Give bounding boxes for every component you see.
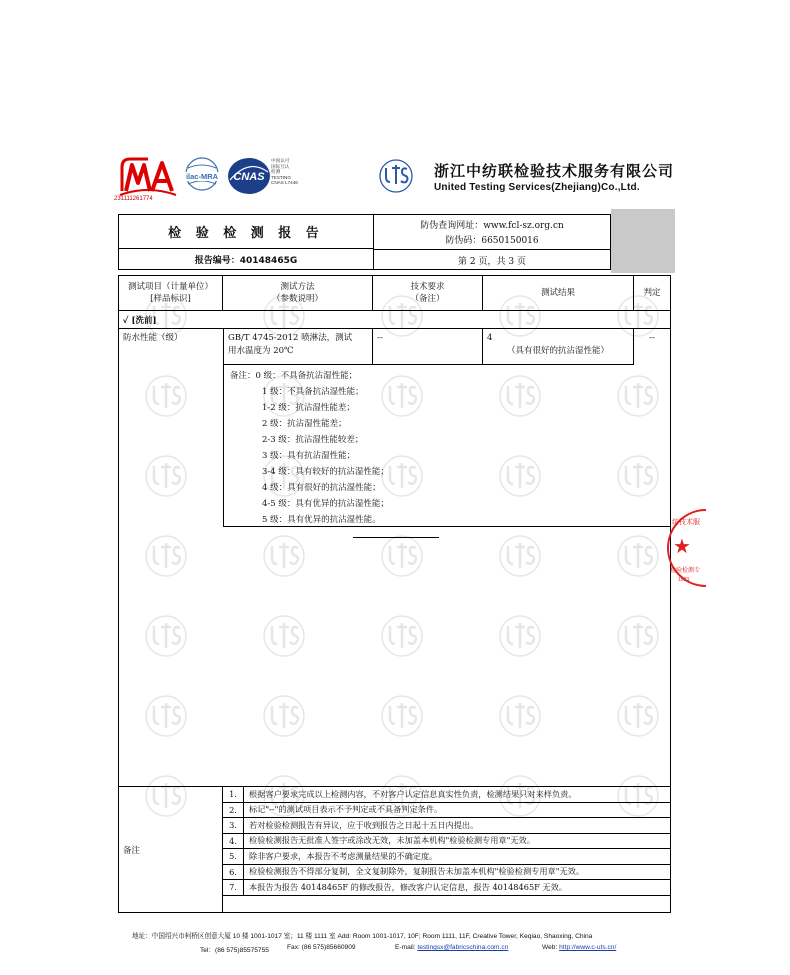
company-name-cn: 浙江中纺联检验技术服务有限公司 bbox=[434, 162, 675, 180]
cnas-sub-line: TESTING bbox=[271, 174, 291, 180]
star-icon: ★ bbox=[673, 534, 691, 558]
cnas-sub-line: CNAS L7446 bbox=[271, 180, 298, 185]
report-title-block bbox=[118, 214, 611, 270]
row-result: 4 （具有很好的抗沾湿性能） bbox=[483, 329, 634, 365]
row-requirement: -- bbox=[373, 329, 483, 365]
grade-note-line: 5 级：具有优异的抗沾湿性能。 bbox=[262, 515, 381, 525]
cma-logo bbox=[118, 155, 178, 199]
remarks-label: 备注 bbox=[119, 787, 223, 912]
grade-note-line: 4-5 级：具有优异的抗沾湿性能； bbox=[262, 499, 389, 509]
anti-fake-url: 防伪查询网址：www.fcl-sz.org.cn bbox=[420, 221, 564, 231]
ilac-text: ilac-MRA bbox=[185, 172, 219, 181]
stamp-text-top: 纺技术服 bbox=[672, 518, 700, 526]
end-of-results-rule bbox=[353, 537, 439, 538]
remark-row: 7. 本报告为报告 40148465F 的修改报告，修改客户认定信息，报告 40148465F 无效。 bbox=[223, 880, 670, 896]
row-item: 防水性能（级） bbox=[123, 333, 183, 343]
ilac-mra-logo bbox=[180, 154, 224, 198]
remarks-list bbox=[223, 787, 670, 912]
footer-tel: Tel：(86 575)85575755 bbox=[200, 947, 269, 954]
results-table bbox=[118, 275, 671, 913]
section-label: ✓ [洗前] bbox=[119, 311, 670, 329]
cma-number: 231111261774 bbox=[114, 196, 153, 202]
grade-note-line: 1 级：不具备抗沾湿性能； bbox=[262, 387, 364, 397]
row-verdict: -- bbox=[649, 333, 655, 343]
web-link[interactable]: http://www.c-uts.cn/ bbox=[559, 944, 617, 951]
page-info: 第 2 页，共 3 页 bbox=[374, 249, 610, 270]
grade-note-line: 3-4 级：具有较好的抗沾湿性能； bbox=[262, 467, 389, 477]
anti-fake-code: 防伪码：6650150016 bbox=[445, 236, 539, 246]
remark-row: 3. 若对检验检测报告有异议，应于收到报告之日起十五日内提出。 bbox=[223, 818, 670, 834]
footer-web: Web: http://www.c-uts.cn/ bbox=[542, 944, 617, 951]
stamp-code: 1023 bbox=[678, 577, 690, 583]
header-test-method: 测试方法 （参数说明） bbox=[223, 276, 373, 311]
row-method: GB/T 4745-2012 喷淋法，测试 用水温度为 20℃ bbox=[223, 329, 373, 365]
email-link[interactable]: testingsx@fabricschina.com.cn bbox=[417, 944, 509, 951]
footer-fax: Fax: (86 575)85660909 bbox=[287, 944, 356, 951]
remark-row: 6. 检验检测报告不得部分复制，全文复制除外，复制报告未加盖本机构"检验检测专用章"无效。 bbox=[223, 865, 670, 881]
header-requirement: 技术要求 （备注） bbox=[373, 276, 483, 311]
remark-row: 4. 检验检测报告无批准人签字或涂改无效，未加盖本机构"检验检测专用章"无效。 bbox=[223, 834, 670, 850]
grade-note-line: 备注：0 级：不具备抗沾湿性能； bbox=[230, 371, 358, 381]
company-name-en: United Testing Services(Zhejiang)Co.,Ltd. bbox=[434, 182, 640, 193]
grade-notes bbox=[223, 365, 670, 527]
cnas-sub-line: 中国认可 bbox=[271, 158, 290, 163]
qr-code bbox=[611, 209, 675, 273]
official-seal-stamp bbox=[660, 508, 706, 588]
header-test-item: 测试项目（计量单位） [样品标识] bbox=[119, 276, 223, 311]
grade-note-line: 1-2 级：抗沾湿性能差； bbox=[262, 403, 355, 413]
report-title: 检 验 检 测 报 告 bbox=[119, 215, 373, 249]
footer-address: 地址：中国绍兴市柯桥区创意大厦 10 楼 1001-1017 室；11 楼 1111 室 Add: Room 1001-1017, 10F; Room 1111, 11F, Creative Tower, Keqiao, Shaoxing, China bbox=[132, 933, 593, 940]
remark-row: 2. 标记"--"的测试项目表示不予判定或不具备判定条件。 bbox=[223, 803, 670, 819]
header-result: 测试结果 bbox=[483, 276, 634, 311]
grade-note-line: 2 级：抗沾湿性能差； bbox=[262, 419, 347, 429]
stamp-text-bottom: 检验检测专 bbox=[670, 567, 701, 574]
remark-row: 1. 根据客户要求完成以上检测内容，不对客户认定信息真实性负责，检测结果只对来样负责。 bbox=[223, 787, 670, 803]
uts-logo bbox=[378, 157, 414, 195]
report-number: 报告编号：40148465G bbox=[194, 255, 298, 266]
remark-row: 5. 除非客户要求，本报告不考虑测量结果的不确定度。 bbox=[223, 849, 670, 865]
grade-note-line: 3 级：具有抗沾湿性能； bbox=[262, 451, 356, 461]
cnas-text: CNAS bbox=[233, 171, 265, 183]
cnas-subtext bbox=[271, 158, 298, 186]
header-verdict: 判定 bbox=[634, 276, 670, 311]
grade-note-line: 4 级：具有很好的抗沾湿性能； bbox=[262, 483, 381, 493]
grade-note-line: 2-3 级：抗沾湿性能较差； bbox=[262, 435, 364, 445]
footer-email: E-mail: testingsx@fabricschina.com.cn bbox=[395, 944, 509, 951]
cnas-sub-line: 检测 bbox=[271, 169, 281, 174]
cnas-sub-line: 国际互认 bbox=[271, 163, 290, 169]
